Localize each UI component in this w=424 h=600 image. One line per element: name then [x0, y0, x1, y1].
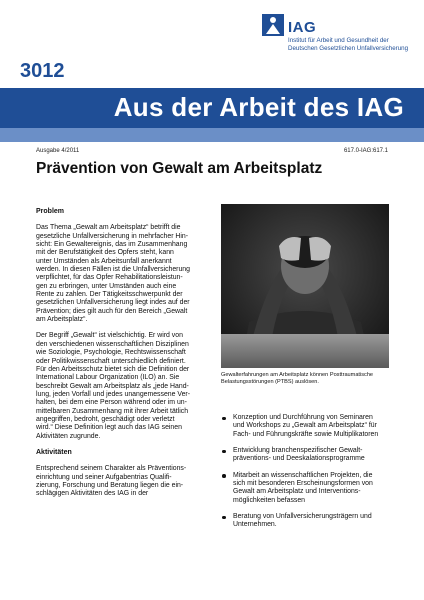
list-item: Entwicklung branchenspezifischer Gewalt- präventions- und Deeskalationsprogramme [221, 447, 391, 464]
activity-list [221, 414, 391, 538]
iag-logo-icon [262, 14, 284, 36]
logo-subtitle [288, 37, 424, 52]
paragraph: Entsprechend seinem Charakter als Präventions- einrichtung und seiner Aufgabentrias Qualifi- zierung, Forschung und Beratung liegen die ein- schlägigen Aktivitäten des IAG in der [36, 465, 187, 498]
list-item: Konzeption und Durchführung von Seminaren und Workshops zu „Gewalt am Arbeitsplatz“ für Fach- und Führungskräfte sowie Multiplikatoren [221, 414, 391, 439]
paragraph: Das Thema „Gewalt am Arbeitsplatz“ betrifft die gesetzliche Unfallversicherung in mehrfacher Hin- sicht: Ein Gewaltereignis, das im Zusammenhang mit der Berufstätigkeit des Opfers steht, kann unter Umständen als Arbeitsunfall anerkannt werden. In diesen Fällen ist die Unfallversicherung verpflichtet, für das Opfer Rehabilitationsleistun- gen zu erbringen, unter Umständen auch eine Rente zu zahlen. Der Tätigkeitsschwerpunkt der gesetzlichen Unfallversicherung liegt indes auf der Prävention; dies gilt auch für den Bereich „Gewalt am Arbeitsplatz“. [36, 224, 190, 324]
page-title: Prävention von Gewalt am Arbeitsplatz [36, 160, 323, 177]
photo-caption: Gewalterfahrungen am Arbeitsplatz können Posttraumatische Belastungsstörungen (PTBS) auslösen. [221, 372, 374, 385]
distressed-man-photo [221, 204, 389, 368]
document-number: 3012 [18, 55, 102, 87]
logo-subtitle-line2: Deutschen Gesetzlichen Unfallversicherung [288, 44, 409, 52]
series-title: Aus der Arbeit des IAG [113, 92, 404, 122]
section-heading-problem: Problem [36, 208, 65, 215]
logo-name: IAG [288, 19, 317, 36]
paragraph: Der Begriff „Gewalt“ ist vielschichtig. Er wird von den verschiedenen wissenschaftlichen Disziplinen wie Soziologie, Psychologie, Rechtswissenschaft oder Politikwissenschaft unterschiedlich definiert. Für den Arbeitsschutz bietet sich die Definition der International Labour Organization (ILO) an. Sie beschreibt Gewalt am Arbeitsplatz als „jede Hand- lung, jeden Vorfall und jedes unangemessene Ver- halten, bei dem eine Person während oder im un- mittelbaren Zusammenhang mit ihrer Arbeit tätlich angegriffen, bedroht, geschädigt oder verletzt wird.“ Diese Definition legt auch das IAG seinen Aktivitäten zugrunde. [36, 332, 190, 440]
issue-label: Ausgabe 4/2011 [36, 148, 80, 154]
section-heading-activities: Aktivitäten [36, 448, 72, 456]
photo-illustration [221, 204, 389, 368]
left-column [36, 208, 208, 507]
meta-row [36, 148, 388, 158]
banner-stripe [0, 128, 424, 142]
list-item: Beratung von Unfallversicherungsträgern und Unternehmen. [221, 513, 391, 530]
header [0, 0, 424, 139]
list-item: Mitarbeit an wissenschaftlichen Projekten, die sich mit besonderen Erscheinungsformen von Gewalt am Arbeitsplatz und Interventions- möglichkeiten befassen [221, 472, 391, 505]
logo-subtitle-line1: Institut für Arbeit und Gesundheit der [288, 37, 389, 44]
document-code: 617.0-IAG:617.1 [343, 148, 388, 154]
series-banner [0, 88, 424, 128]
iag-logo [262, 14, 422, 54]
